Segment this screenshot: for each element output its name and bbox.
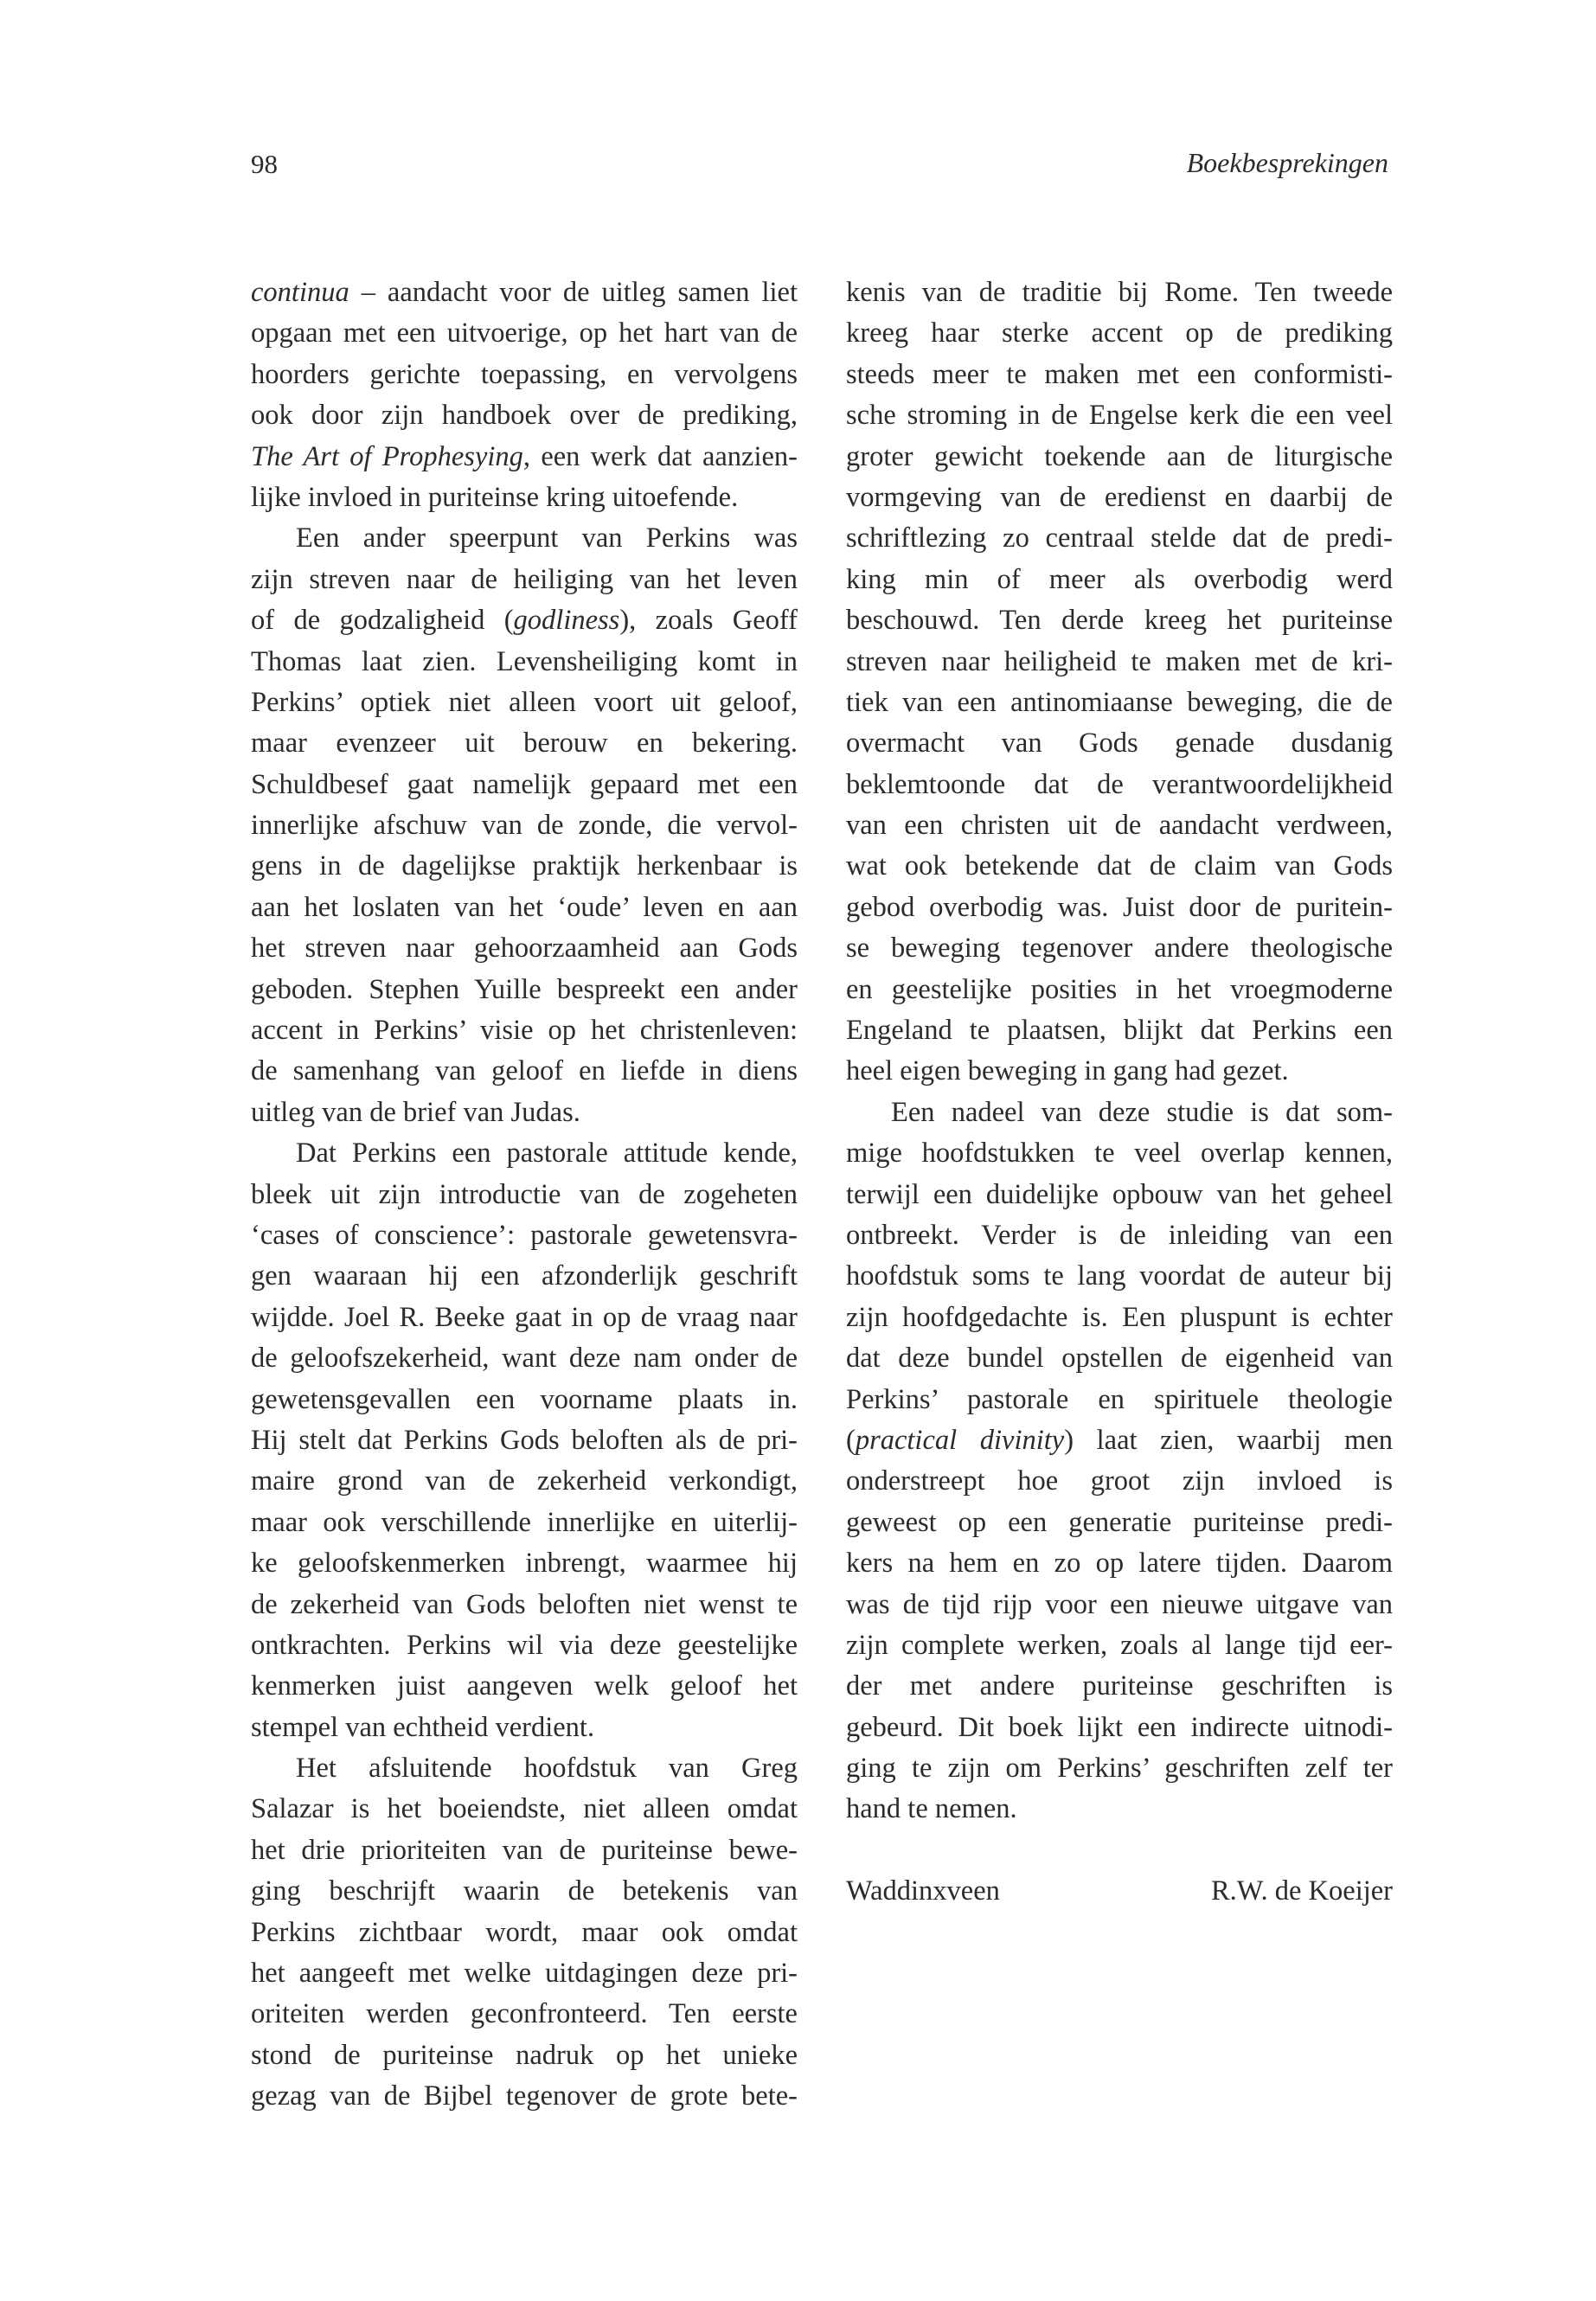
text-line: oriteiten werden geconfronteerd. Ten eerste (251, 1998, 798, 2030)
text-line: hoofdstuk soms te lang voordat de auteur bij (846, 1260, 1393, 1292)
paragraph-1 (251, 272, 798, 518)
text-line: geweest op een generatie puriteinse predi- (846, 1506, 1393, 1538)
text-line: het drie prioriteiten van de puriteinse bewe- (251, 1834, 798, 1866)
text-line: Perkins zichtbaar wordt, maar ook omdat (251, 1916, 798, 1948)
text-line: kers na hem en zo op latere tijden. Daarom (846, 1548, 1393, 1580)
text-line: lijke invloed in puriteinse kring uitoefende. (251, 481, 739, 513)
text-line: zijn complete werken, zoals al lange tijd eer- (846, 1629, 1393, 1661)
text-line: de zekerheid van Gods beloften niet wenst te (251, 1588, 798, 1620)
text-line: de geloofszekerheid, want deze nam onder de (251, 1343, 798, 1375)
page-number: 98 (251, 149, 278, 179)
text-line: de samenhang van geloof en liefde in diens (251, 1055, 798, 1087)
text-line: wijdde. Joel R. Beeke gaat in op de vraag naar (251, 1301, 798, 1333)
text-line: heel eigen beweging in gang had gezet. (846, 1055, 1289, 1087)
italic-term: godliness (513, 605, 620, 637)
text-line: Perkins’ optiek niet alleen voort uit geloof, (251, 686, 798, 718)
right-column (846, 272, 1393, 1913)
text-line: ontkrachten. Perkins wil via deze geestelijke (251, 1629, 798, 1661)
text-line: gebod overbodig was. Juist door de puritein- (846, 891, 1393, 923)
text-line: se beweging tegenover andere theologische (846, 933, 1393, 965)
text-fragment: of de godzaligheid ( (251, 605, 514, 637)
italic-term: continua (251, 277, 349, 308)
text-line: ‘cases of conscience’: pastorale gewetensvra- (251, 1219, 798, 1251)
text-fragment: , een werk dat aanzien- (522, 440, 798, 472)
text-line: dat deze bundel opstellen de eigenheid van (846, 1343, 1393, 1375)
blank-line (846, 1830, 1393, 1871)
text-line: maar ook verschillende innerlijke en uiterlij- (251, 1506, 798, 1538)
text-line: kenmerken juist aangeven welk geloof het (251, 1670, 798, 1702)
text-line: gezag van de Bijbel tegenover de grote bete- (251, 2080, 798, 2112)
text-line: sche stroming in de Engelse kerk die een veel (846, 400, 1393, 432)
text-line: was de tijd rijp voor een nieuwe uitgave van (846, 1588, 1393, 1620)
text-line (251, 437, 798, 478)
text-line: maire grond van de zekerheid verkondigt, (251, 1465, 798, 1497)
text-line: accent in Perkins’ visie op het christenleven: (251, 1015, 798, 1047)
text-line: gens in de dagelijkse praktijk herkenbaar is (251, 850, 798, 882)
text-fragment: ), zoals Geoff (619, 605, 798, 637)
text-line: ook door zijn handboek over de prediking, (251, 400, 798, 432)
paragraph-4 (251, 1748, 798, 2118)
text-line (251, 600, 798, 641)
text-fragment: ) laat zien, waarbij men (1064, 1424, 1393, 1456)
text-line: king min of meer als overbodig werd (846, 563, 1393, 595)
text-line: bleek uit zijn introductie van de zogeheten (251, 1178, 798, 1210)
text-line: beklemtoonde dat de verantwoordelijkheid (846, 768, 1393, 800)
text-line: het streven naar gehoorzaamheid aan Gods (251, 933, 798, 965)
text-line: Dat Perkins een pastorale attitude kende, (296, 1138, 798, 1170)
text-line: hoorders gerichte toepassing, en vervolgens (251, 358, 798, 390)
text-line: streven naar heiligheid te maken met de kri- (846, 645, 1393, 677)
text-line: vormgeving van de eredienst en daarbij de (846, 481, 1393, 513)
paragraph-6 (846, 1093, 1393, 1830)
paragraph-5 (846, 272, 1393, 1093)
paragraph-2 (251, 518, 798, 1133)
signature-place: Waddinxveen (846, 1875, 1000, 1907)
text-line: gewetensgevallen een voorname plaats in. (251, 1383, 798, 1415)
running-title: Boekbesprekingen (1186, 147, 1388, 178)
text-line: Perkins’ pastorale en spirituele theologie (846, 1383, 1393, 1415)
text-line: Het afsluitende hoofdstuk van Greg (296, 1753, 798, 1785)
text-line: schriftlezing zo centraal stelde dat de predi- (846, 522, 1393, 554)
text-line: gebeurd. Dit boek lijkt een indirecte uitnodi- (846, 1711, 1393, 1743)
text-fragment: ( (846, 1424, 856, 1456)
text-line: Engeland te plaatsen, blijkt dat Perkins een (846, 1015, 1393, 1047)
text-line: kenis van de traditie bij Rome. Ten tweede (846, 277, 1393, 308)
text-line: stond de puriteinse nadruk op het unieke (251, 2039, 798, 2071)
text-line: geboden. Stephen Yuille bespreekt een ander (251, 973, 798, 1005)
text-line: Hij stelt dat Perkins Gods beloften als de pri- (251, 1424, 798, 1456)
text-line: opgaan met een uitvoerige, op het hart van de (251, 317, 798, 349)
paragraph-3 (251, 1133, 798, 1748)
text-line: Salazar is het boeiendste, niet alleen omdat (251, 1793, 798, 1825)
text-line: van een christen uit de aandacht verdween, (846, 810, 1393, 842)
text-line: onderstreept hoe groot zijn invloed is (846, 1465, 1393, 1497)
text-line: steeds meer te maken met een conformisti- (846, 358, 1393, 390)
text-line: kreeg haar sterke accent op de prediking (846, 317, 1393, 349)
text-line: en geestelijke posities in het vroegmoderne (846, 973, 1393, 1005)
text-line: der met andere puriteinse geschriften is (846, 1670, 1393, 1702)
text-line: stempel van echtheid verdient. (251, 1711, 595, 1743)
text-line: beschouwd. Ten derde kreeg het puriteinse (846, 605, 1393, 637)
text-line: uitleg van de brief van Judas. (251, 1096, 580, 1128)
text-line: zijn hoofdgedachte is. Een pluspunt is echter (846, 1301, 1393, 1333)
text-line: wat ook betekende dat de claim van Gods (846, 850, 1393, 882)
text-line: gen waaraan hij een afzonderlijk geschrift (251, 1260, 798, 1292)
text-line: ging beschrijft waarin de betekenis van (251, 1875, 798, 1907)
text-line (846, 1420, 1393, 1461)
text-line: innerlijke afschuw van de zonde, die vervol- (251, 810, 798, 842)
text-line: ging te zijn om Perkins’ geschriften zelf ter (846, 1753, 1393, 1785)
text-line: ontbreekt. Verder is de inleiding van een (846, 1219, 1393, 1251)
text-line: overmacht van Gods genade dusdanig (846, 727, 1393, 760)
text-line (251, 272, 798, 313)
left-column (251, 272, 798, 2118)
text-line: Een nadeel van deze studie is dat som- (891, 1096, 1393, 1128)
text-line: ke geloofskenmerken inbrengt, waarmee hij (251, 1548, 798, 1580)
signature (846, 1871, 1393, 1912)
book-title: The Art of Prophesying (251, 440, 523, 472)
text-fragment: – aandacht voor de uitleg samen liet (349, 277, 798, 308)
text-line: groter gewicht toekende aan de liturgische (846, 440, 1393, 472)
text-line: mige hoofdstukken te veel overlap kennen, (846, 1138, 1393, 1170)
text-line: hand te nemen. (846, 1793, 1017, 1825)
text-line: tiek van een antinomiaanse beweging, die de (846, 686, 1393, 718)
text-line: maar evenzeer uit berouw en bekering. (251, 727, 798, 760)
text-line: het aangeeft met welke uitdagingen deze pri- (251, 1958, 798, 1990)
text-line: zijn streven naar de heiliging van het leven (251, 563, 798, 595)
italic-term: practical divinity (855, 1424, 1065, 1456)
text-line: terwijl een duidelijke opbouw van het geheel (846, 1178, 1393, 1210)
signature-author: R.W. de Koeijer (1211, 1875, 1393, 1907)
text-line: Thomas laat zien. Levensheiliging komt in (251, 645, 798, 677)
text-line: Een ander speerpunt van Perkins was (296, 522, 798, 554)
text-line: aan het loslaten van het ‘oude’ leven en aan (251, 891, 798, 923)
text-line: Schuldbesef gaat namelijk gepaard met een (251, 768, 798, 800)
